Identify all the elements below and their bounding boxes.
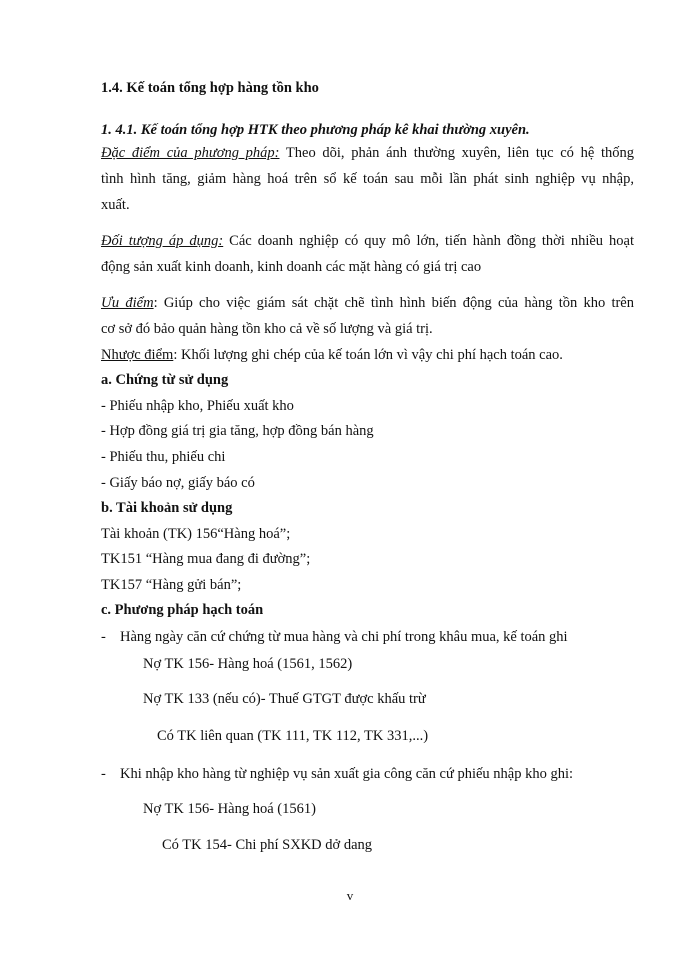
part-b-item: TK157 “Hàng gửi bán”; [101,577,242,593]
journal-entry: Nợ TK 156- Hàng hoá (1561) [143,801,316,817]
characteristics-line-2: tình hình tăng, giảm hàng hoá trên sổ kế toán sau mỗi lần phát sinh nghiệp vụ nhập, [101,171,634,187]
journal-entry: Có TK 154- Chi phí SXKD dở dang [162,837,373,853]
journal-entry: Có TK liên quan (TK 111, TK 112, TK 331,...) [157,728,429,744]
applicable-line-1 [101,232,634,250]
bullet-1-text: Hàng ngày căn cứ chứng từ mua hàng và chi phí trong khâu mua, kế toán ghi [120,629,568,645]
characteristics-line-3: xuất. [101,197,130,213]
disadvantages-text: : Khối lượng ghi chép của kế toán lớn vì vậy chi phí hạch toán cao. [173,347,563,363]
part-a-item: - Phiếu thu, phiếu chi [101,449,226,465]
journal-entry: Nợ TK 156- Hàng hoá (1561, 1562) [143,656,353,672]
applicable-line-2: động sản xuất kinh doanh, kinh doanh các mặt hàng có giá trị cao [101,259,482,275]
bullet-2-text: Khi nhập kho hàng từ nghiệp vụ sản xuất gia công căn cứ phiếu nhập kho ghi: [120,766,574,782]
subsection-title: 1. 4.1. Kế toán tổng hợp HTK theo phương pháp kê khai thường xuyên. [101,122,530,138]
part-b-item: Tài khoản (TK) 156“Hàng hoá”; [101,526,291,542]
applicable-label: Đối tượng áp dụng: [101,233,224,249]
advantages-text-1: : Giúp cho việc giám sát chặt chẽ tình hình biến động của hàng tồn kho trên [153,295,634,311]
part-c-heading: c. Phương pháp hạch toán [101,602,264,618]
characteristics-line-1 [101,144,634,162]
part-a-item: - Phiếu nhập kho, Phiếu xuất kho [101,398,294,414]
bullet-dash: - [101,766,106,782]
part-a-item: - Hợp đồng giá trị gia tăng, hợp đồng bán hàng [101,423,374,439]
part-b-heading: b. Tài khoản sử dụng [101,500,233,516]
advantages-line-2: cơ sở đó bảo quản hàng tồn kho cả về số lượng và giá trị. [101,321,433,337]
page-number: v [346,888,354,903]
journal-entry: Nợ TK 133 (nếu có)- Thuế GTGT được khấu trừ [143,691,426,707]
disadvantages-label: Nhược điểm [101,347,174,363]
advantages-label: Ưu điểm [101,295,154,311]
part-a-item: - Giấy báo nợ, giấy báo có [101,475,255,491]
section-title: 1.4. Kế toán tổng hợp hàng tồn kho [101,80,319,96]
advantages-line-1 [101,294,634,312]
part-b-item: TK151 “Hàng mua đang đi đường”; [101,551,311,567]
bullet-dash: - [101,629,106,645]
characteristics-label: Đặc điểm của phương pháp: [101,145,280,161]
part-a-heading: a. Chứng từ sử dụng [101,372,229,388]
disadvantages-line [101,346,634,364]
applicable-text-1: Các doanh nghiệp có quy mô lớn, tiến hành đồng thời nhiều hoạt [223,233,634,249]
characteristics-text-1: Theo dõi, phản ánh thường xuyên, liên tục có hệ thống [279,145,634,161]
